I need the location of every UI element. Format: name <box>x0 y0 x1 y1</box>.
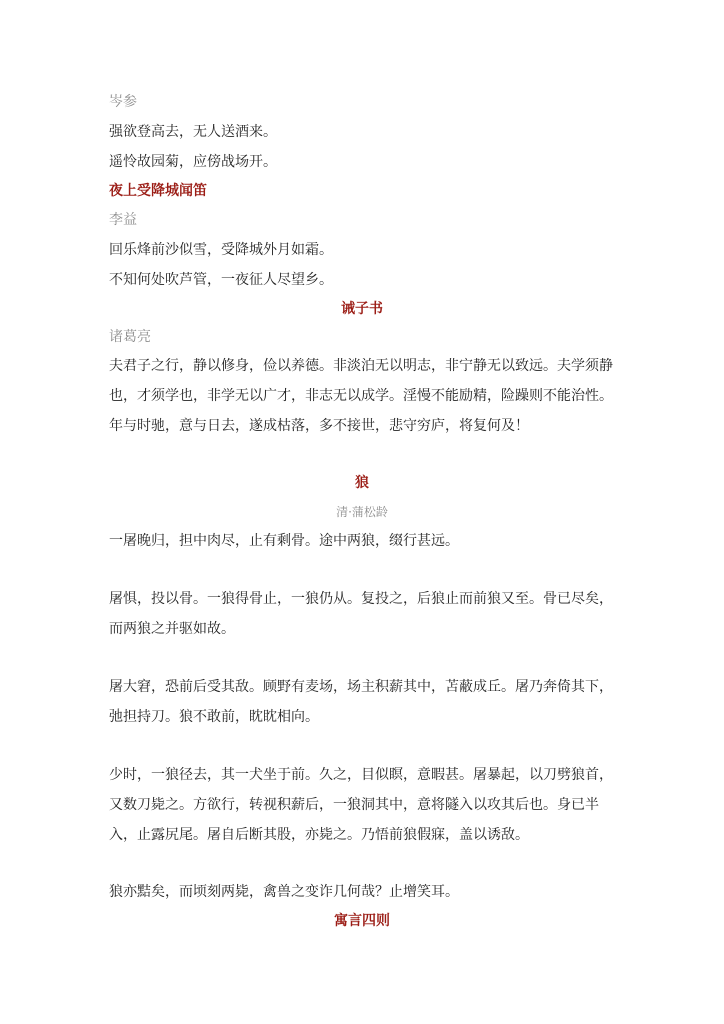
essay-text: 夫君子之行，静以修身，俭以养德。非淡泊无以明志，非宁静无以致远。夫学须静也，才须学也，非学无以广才，非志无以成学。淫慢不能励精，险躁则不能治性。年与时驰，意与日去，遂成枯落，多不接世，悲守穷庐，将复何及！ <box>109 358 613 434</box>
essay-title: 诫子书 <box>341 301 383 317</box>
essay-author: 诸葛亮 <box>109 329 151 345</box>
poem-author: 岑参 <box>109 94 137 110</box>
story-paragraph: 屠惧，投以骨。一狼得骨止，一狼仍从。复投之，后狼止而前狼又至。骨已尽矣，而两狼之并驱如故。 <box>109 591 613 637</box>
story-title: 狼 <box>355 475 369 491</box>
poem-author: 李益 <box>109 212 137 228</box>
section-title: 寓言四则 <box>334 913 390 929</box>
story-paragraph: 一屠晚归，担中肉尽，止有剩骨。途中两狼，缀行甚远。 <box>109 533 459 549</box>
story-author: 清·蒲松龄 <box>336 505 388 519</box>
story-paragraph: 少时，一狼径去，其一犬坐于前。久之，目似瞑，意暇甚。屠暴起，以刀劈狼首，又数刀毙之。方欲行，转视积薪后，一狼洞其中，意将隧入以攻其后也。身已半入，止露尻尾。屠自后断其股，亦毙之。乃悟前狼假寐，盖以诱敌。 <box>109 767 613 843</box>
poem-title: 夜上受降城闻笛 <box>109 183 207 199</box>
poem-line: 遥怜故园菊，应傍战场开。 <box>109 154 277 170</box>
poem-line: 不知何处吹芦管，一夜征人尽望乡。 <box>109 272 333 288</box>
story-paragraph: 狼亦黠矣，而顷刻两毙，禽兽之变诈几何哉？止增笑耳。 <box>109 884 459 900</box>
story-paragraph: 屠大窘，恐前后受其敌。顾野有麦场，场主积薪其中，苫蔽成丘。屠乃奔倚其下，弛担持刀。狼不敢前，眈眈相向。 <box>109 679 613 725</box>
poem-line: 强欲登高去，无人送酒来。 <box>109 124 277 140</box>
poem-line: 回乐烽前沙似雪，受降城外月如霜。 <box>109 242 333 258</box>
